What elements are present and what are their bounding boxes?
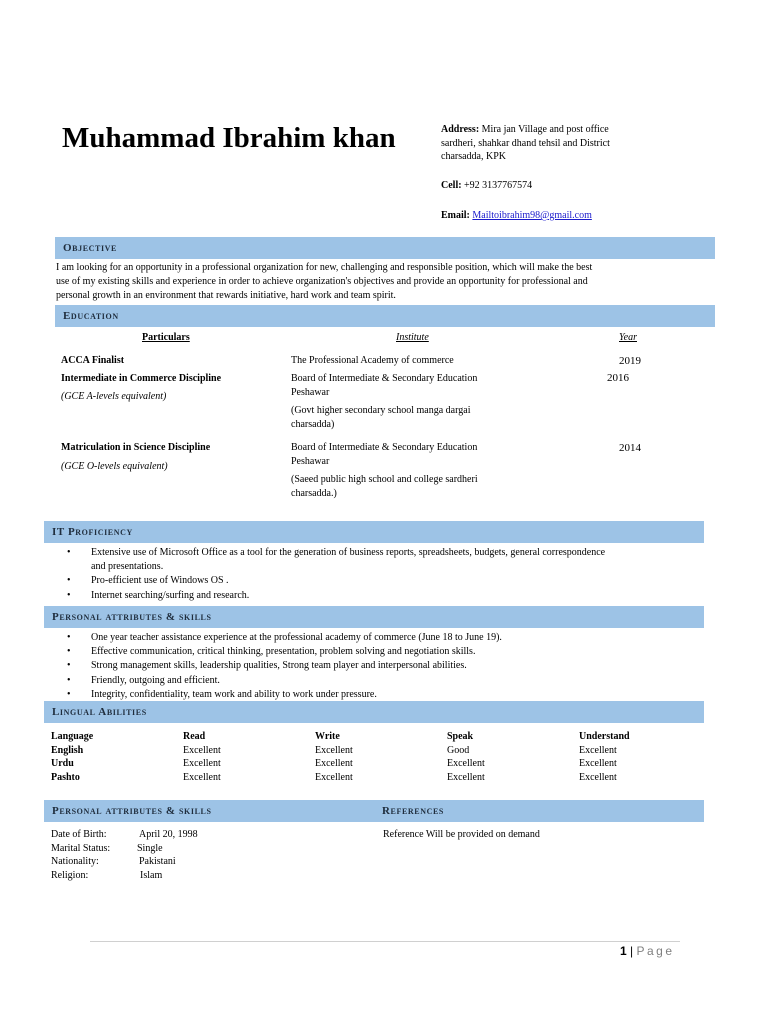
candidate-name: Muhammad Ibrahim khan — [62, 122, 396, 154]
language-name: English — [51, 744, 84, 756]
personal-values — [139, 828, 198, 882]
cell-block — [441, 179, 532, 193]
edu-institute-line: charsadda) — [291, 419, 335, 430]
objective-line: use of my existing skills and experience in order to achieve organization's objectives and provide an opportunity for professional and — [56, 276, 588, 287]
lingual-cell: Excellent — [579, 771, 617, 783]
col-year: Year — [619, 332, 637, 343]
edu-year: 2019 — [619, 355, 641, 367]
lingual-col-write: Write — [315, 731, 340, 742]
lingual-col-understand: Understand — [579, 731, 630, 742]
edu-institute-line: Peshawar — [291, 456, 330, 467]
page-footer — [620, 944, 675, 958]
attributes-list — [51, 631, 711, 702]
lingual-cell: Excellent — [579, 744, 617, 756]
email-block — [441, 209, 592, 223]
language-name: Pashto — [51, 771, 80, 783]
personal-labels — [51, 828, 110, 882]
page-number: 1 — [620, 944, 627, 958]
edu-institute-line: (Govt higher secondary school manga dargai — [291, 405, 471, 416]
dob-value: April 20, 1998 — [139, 829, 198, 840]
email-label: Email: — [441, 210, 470, 221]
cell-label: Cell: — [441, 180, 462, 191]
personal-heading: Personal attributes & skills — [52, 805, 212, 817]
objective-heading: Objective — [63, 242, 117, 254]
lingual-cell: Excellent — [183, 758, 221, 769]
edu-institute — [291, 441, 478, 501]
language-name: Urdu — [51, 758, 74, 769]
address-line1: Mira jan Village and post office — [479, 124, 609, 135]
religion-value: Islam — [140, 869, 163, 881]
list-item: • Effective communication, critical thinking, presentation, problem solving and negotiation skills. — [51, 645, 711, 659]
lingual-cell: Excellent — [315, 771, 353, 783]
footer-divider — [90, 941, 680, 942]
lingual-section-bar — [44, 701, 704, 723]
lingual-cell: Excellent — [579, 758, 617, 769]
references-heading: References — [382, 805, 444, 817]
dob-label: Date of Birth: — [51, 829, 107, 840]
edu-year: 2016 — [607, 372, 629, 384]
marital-label: Marital Status: — [51, 842, 111, 854]
col-particulars: Particulars — [142, 332, 190, 343]
list-item: • One year teacher assistance experience at the professional academy of commerce (June 18 to June 19). — [51, 631, 711, 645]
edu-institute-line: Board of Intermediate & Secondary Education — [291, 373, 478, 384]
it-heading: IT Proficiency — [52, 526, 133, 538]
list-item: • Strong management skills, leadership qualities, Strong team player and interpersonal abilities. — [51, 659, 711, 673]
objective-section-bar — [55, 237, 715, 259]
lingual-col-speak: Speak — [447, 731, 474, 742]
lingual-col-read: Read — [183, 731, 206, 742]
email-link[interactable]: Mailtoibrahim98@gmail.com — [472, 210, 592, 221]
col-institute: Institute — [396, 332, 429, 343]
footer-separator: | — [626, 944, 637, 958]
list-item: • Pro-efficient use of Windows OS . — [51, 574, 711, 588]
edu-institute-line: Board of Intermediate & Secondary Education — [291, 442, 478, 453]
edu-institute-line: charsadda.) — [291, 488, 337, 499]
education-heading: Education — [63, 310, 119, 322]
objective-line: I am looking for an opportunity in a professional organization for new, challenging and responsible position, which will make the best — [56, 262, 593, 273]
references-text: Reference Will be provided on demand — [383, 829, 540, 840]
edu-institute-line: (Saeed public high school and college sardheri — [291, 474, 478, 485]
nationality-value: Pakistani — [139, 856, 176, 868]
attributes-section-bar — [44, 606, 704, 628]
lingual-cell: Excellent — [183, 744, 221, 756]
lingual-cell: Excellent — [315, 758, 353, 769]
list-item: • Integrity, confidentiality, team work and ability to work under pressure. — [51, 688, 711, 702]
it-section-bar — [44, 521, 704, 543]
address-block — [441, 123, 610, 164]
list-item: • Extensive use of Microsoft Office as a tool for the generation of business reports, spreadsheets, budgets, general correspondence and presentations. — [51, 546, 711, 574]
address-line2: sardheri, shahkar dhand tehsil and District — [441, 137, 610, 149]
list-item: • Friendly, outgoing and efficient. — [51, 674, 711, 688]
lingual-cell: Good — [447, 744, 470, 756]
it-list — [51, 546, 711, 603]
lingual-cell: Excellent — [183, 771, 221, 783]
attributes-heading: Personal attributes & skills — [52, 611, 212, 623]
edu-particular: Matriculation in Science Discipline — [61, 442, 211, 453]
personal-references-bar — [44, 800, 704, 822]
education-section-bar — [55, 305, 715, 327]
edu-institute: The Professional Academy of commerce — [291, 355, 454, 366]
lingual-cell: Excellent — [447, 771, 485, 783]
objective-line: personal growth in an environment that rewards initiative, hard work and team spirit. — [56, 290, 396, 301]
edu-note: (GCE A-levels equivalent) — [61, 391, 167, 402]
lingual-cell: Excellent — [315, 744, 353, 756]
nationality-label: Nationality: — [51, 856, 99, 868]
lingual-cell: Excellent — [447, 758, 485, 769]
religion-label: Religion: — [51, 869, 89, 881]
lingual-heading: Lingual Abilities — [52, 706, 147, 718]
address-label: Address: — [441, 124, 480, 135]
edu-institute-line: Peshawar — [291, 387, 330, 398]
objective-text — [56, 261, 716, 303]
edu-institute — [291, 372, 477, 432]
lingual-col-language: Language — [51, 731, 94, 742]
edu-particular: Intermediate in Commerce Discipline — [61, 373, 222, 384]
edu-note: (GCE O-levels equivalent) — [61, 461, 168, 472]
list-item: • Internet searching/surfing and research. — [51, 589, 711, 603]
cell-value: +92 3137767574 — [461, 180, 533, 191]
page-word: Page — [636, 944, 675, 958]
marital-value: Single — [137, 842, 163, 854]
address-line3: charsadda, KPK — [441, 151, 506, 162]
edu-particular: ACCA Finalist — [61, 355, 125, 366]
edu-year: 2014 — [619, 442, 641, 454]
